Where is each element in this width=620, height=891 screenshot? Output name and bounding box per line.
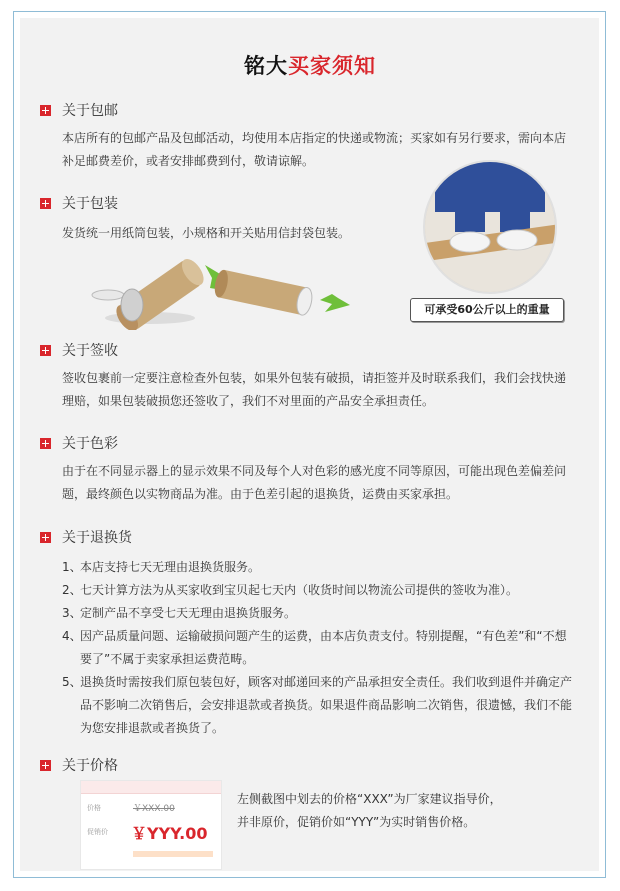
price-screenshot: 价格 ￥XXX.00 促销价 ￥YYY.00	[80, 780, 222, 870]
list-item: 4、 因产品质量问题、运输破损问题产生的运费，由本店负责支付。特别提醒，“有色差”和“不想要了”不属于卖家承担运费范畴。	[62, 629, 567, 666]
section-color	[40, 433, 118, 453]
section-heading: 关于签收	[62, 343, 118, 359]
price-explanation: 左侧截图中划去的价格“XXX”为厂家建议指导价， 并非原价，促销价如“YYY”为实时销售价格。	[237, 792, 502, 829]
section-returns	[40, 527, 132, 547]
packaging-text: 发货统一用纸筒包装，小规格和开关贴用信封袋包装。	[62, 226, 351, 240]
plus-icon	[40, 532, 51, 543]
section-signing	[40, 340, 118, 360]
section-price	[40, 755, 118, 775]
weight-caption: 可承受60公斤以上的重量	[410, 298, 564, 322]
page-title: 铭大买家须知	[244, 54, 376, 78]
signing-text: 签收包裹前一定要注意检查外包装，如果外包装有破损，请拒签并及时联系我们，我们会找快递理赔，如果包装破损您还签收了，我们不对里面的产品安全承担责任。	[62, 371, 567, 408]
plus-icon	[40, 438, 51, 449]
shipping-text: 本店所有的包邮产品及包邮活动，均使用本店指定的快递或物流；买家如有另行要求，需向本店补足邮费差价，或者安排邮费到付，敬请谅解。	[62, 131, 567, 168]
section-shipping	[40, 100, 118, 120]
paper-tube-illustration	[70, 250, 360, 330]
plus-icon	[40, 198, 51, 209]
plus-icon	[40, 345, 51, 356]
returns-list	[62, 556, 576, 740]
section-heading: 关于价格	[62, 758, 118, 774]
plus-icon	[40, 760, 51, 771]
color-text: 由于在不同显示器上的显示效果不同及每个人对色彩的感光度不同等原因，可能出现色差偏差问题，最终颜色以实物商品为准。由于色差引起的退换货，运费由买家承担。	[62, 464, 567, 501]
section-heading: 关于包装	[62, 196, 118, 212]
section-heading: 关于退换货	[62, 530, 132, 546]
section-heading: 关于色彩	[62, 436, 118, 452]
promo-price: ￥YYY.00	[131, 824, 208, 843]
original-price: ￥XXX.00	[133, 804, 175, 814]
list-item: 2、 七天计算方法为从买家收到宝贝起七天内（收货时间以物流公司提供的签收为准）。	[62, 583, 519, 597]
weight-test-photo	[423, 160, 557, 294]
plus-icon	[40, 105, 51, 116]
section-packaging	[40, 193, 118, 213]
list-item: 1、 本店支持七天无理由退换货服务。	[62, 560, 261, 574]
list-item: 5、 退换货时需按我们原包装包好，顾客对邮递回来的产品承担安全责任。我们收到退件并确定产品不影响二次销售后，会安排退款或者换货。如果退件商品影响二次销售，很遗憾，我们不能为您安排退款或者换货了。	[62, 675, 573, 735]
list-item: 3、 定制产品不享受七天无理由退换货服务。	[62, 606, 297, 620]
section-heading: 关于包邮	[62, 103, 118, 119]
